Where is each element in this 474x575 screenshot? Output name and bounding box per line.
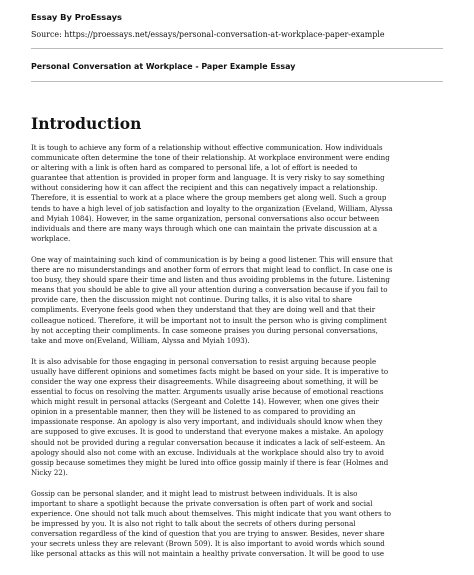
text-line: provide care, then the discussion might not continue. During talks, it is also vital to share <box>31 295 353 305</box>
text-line: your secrets unless they are relevant (Brown 509). It is also important to avoid words which sound <box>31 539 385 549</box>
text-line: Therefore, it is essential to work at a place where the group members get along well. Such a group <box>31 193 387 203</box>
source-line: Source: https://proessays.net/essays/personal-conversation-at-workplace-paper-example <box>31 30 385 39</box>
text-line: conversation regardless of the kind of question that you are trying to answer. Besides, never share <box>31 529 385 539</box>
text-line: are supposed to give excuses. It is good to understand that everyone makes a mistake. An apology <box>31 427 384 437</box>
text-line: Gossip can be personal slander, and it might lead to mistrust between individuals. It is also <box>31 488 358 498</box>
text-line: compliments. Everyone feels good when they understand that they are doing well and that their <box>31 305 376 315</box>
text-line: colleague noticed. Therefore, it will be important not to insult the person who is giving compliment <box>31 315 387 325</box>
text-line: means that you should be able to give all your attention during a conversation because if you fail to <box>31 285 388 295</box>
text-line: tends to have a high level of job satisfaction and loyalty to the organization (Eveland, William, Alyssa <box>31 203 393 213</box>
text-line: individuals and there are many ways through which one can maintain the private discussion at a <box>31 223 378 233</box>
text-line: there are no misunderstandings and another form of errors that might lead to conflict. In case one is <box>31 265 393 275</box>
text-line: experience. One should not talk much about themselves. This might indicate that you want others to <box>31 509 392 519</box>
section-heading: Introduction <box>31 114 142 133</box>
essay-body <box>31 143 446 571</box>
text-line: or altering with a link is often hard as compared to personal life, a lot of effort is needed to <box>31 163 358 173</box>
text-line: essential to focus on resolving the matter. Arguments usually arise because of emotional reactions <box>31 387 384 397</box>
text-line: be impressed by you. It is also not right to talk about the secrets of others during personal <box>31 519 356 529</box>
title-divider <box>31 81 443 82</box>
text-line: guarantee that attention is provided in proper form and language. It is very risky to say something <box>31 173 385 183</box>
text-line: consider the way one express their disagreements. While disagreeing about something, it will be <box>31 376 379 386</box>
text-line: It is tough to achieve any form of a relationship without effective communication. How individuals <box>31 143 383 152</box>
text-line: opinion in a presentable manner, then they will be listened to as compared to providing an <box>31 407 356 417</box>
text-line: communicate often determine the tone of their relationship. At workplace environment were ending <box>31 153 390 163</box>
text-line: too busy, they should spare their time and listen and thus avoiding problems in the future. Listening <box>31 275 390 285</box>
text-line: gossip because sometimes they might be lured into office gossip mainly if there is fear (Holmes and <box>31 457 389 467</box>
text-line: important to share a spotlight because the private conversation is often part of work and social <box>31 499 373 508</box>
text-line: by not accepting their compliments. In case someone praises you during personal conversations, <box>31 325 378 335</box>
text-line: usually have different opinions and sometimes facts might be based on your side. It is imperative to <box>31 366 389 376</box>
essay-title: Personal Conversation at Workplace - Paper Example Essay <box>31 62 296 71</box>
paragraph <box>31 255 446 346</box>
site-title: Essay By ProEssays <box>31 12 122 22</box>
paragraph <box>31 143 446 244</box>
text-line: One way of maintaining such kind of communication is by being a good listener. This will ensure that <box>31 254 393 264</box>
text-line: without considering how it can affect the recipient and this can negatively impact a relationship. <box>31 183 378 193</box>
text-line: It is also advisable for those engaging in personal conversation to resist arguing because people <box>31 356 377 366</box>
text-line: workplace. <box>31 233 71 243</box>
header-divider <box>31 48 443 49</box>
text-line: and Myiah 1084). However, in the same organization, personal conversations also occur between <box>31 213 380 223</box>
text-line: like personal attacks as this will not maintain a healthy private conversation. It will be good to use <box>31 549 384 559</box>
paragraph <box>31 489 446 560</box>
text-line: impassionate response. An apology is also very important, and individuals should know when they <box>31 417 383 427</box>
text-line: take and move on(Eveland, William, Alyssa and Myiah 1093). <box>31 335 250 345</box>
text-line: Nicky 22). <box>31 467 68 477</box>
text-line: which might result in personal attacks (Sergeant and Colette 14). However, when one gives their <box>31 397 379 407</box>
paragraph <box>31 357 446 478</box>
text-line: apology should also not come with an excuse. Individuals at the workplace should also try to avoid <box>31 447 384 457</box>
text-line: should not be provided during a regular conversation because it indicates a lack of self-esteem. An <box>31 437 385 447</box>
